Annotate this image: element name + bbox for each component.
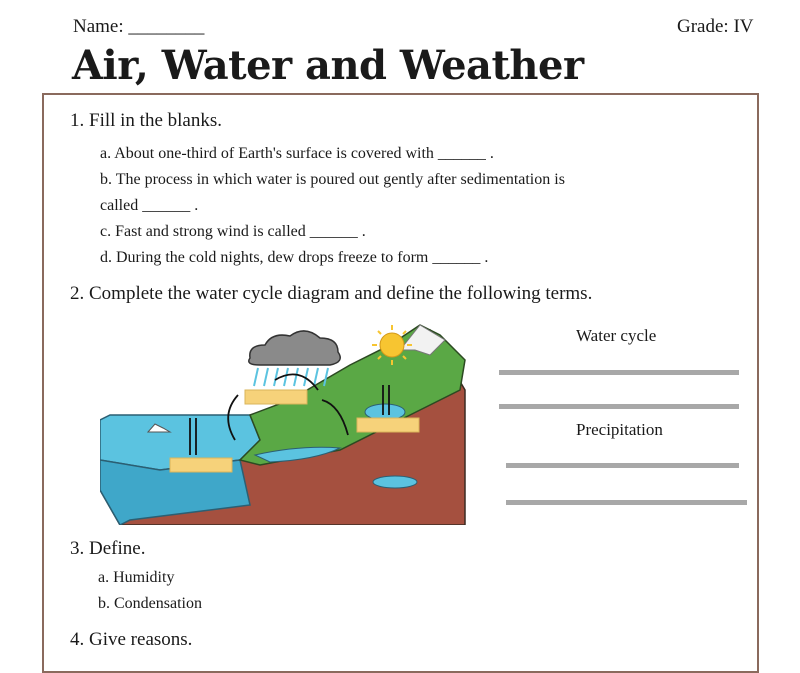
answer-line-4: [506, 500, 747, 505]
term-water-cycle: Water cycle: [576, 326, 657, 345]
question-3-item-a: a. Humidity: [98, 569, 175, 586]
answer-line-3: [506, 463, 739, 468]
question-1-item-c: c. Fast and strong wind is called ______ .: [100, 223, 366, 240]
label-box-1: [245, 390, 307, 404]
question-1-item-d: d. During the cold nights, dew drops freeze to form ______ .: [100, 249, 489, 266]
question-3-title: 3. Define.: [70, 538, 146, 559]
water-cycle-diagram: [100, 320, 470, 525]
question-4-title: 4. Give reasons.: [70, 629, 193, 650]
question-1-item-b-cont: called ______ .: [100, 197, 199, 214]
answer-line-2: [499, 404, 739, 409]
term-precipitation: Precipitation: [576, 420, 663, 439]
grade-label: Grade: IV: [677, 16, 754, 37]
question-3-item-b: b. Condensation: [98, 595, 202, 612]
underground-water: [373, 476, 417, 488]
question-2-title: 2. Complete the water cycle diagram and define the following terms.: [70, 283, 593, 304]
worksheet-title: Air, Water and Weather: [72, 42, 584, 89]
question-1-item-a: a. About one-third of Earth's surface is covered with ______ .: [100, 145, 494, 162]
rain-cloud: [249, 331, 340, 365]
name-field-label: Name: ________: [73, 16, 205, 37]
label-box-2: [357, 418, 419, 432]
question-1-item-b: b. The process in which water is poured out gently after sedimentation is: [100, 171, 565, 188]
answer-line-1: [499, 370, 739, 375]
question-1-title: 1. Fill in the blanks.: [70, 110, 222, 131]
label-box-3: [170, 458, 232, 472]
rain-drops: [254, 368, 328, 386]
